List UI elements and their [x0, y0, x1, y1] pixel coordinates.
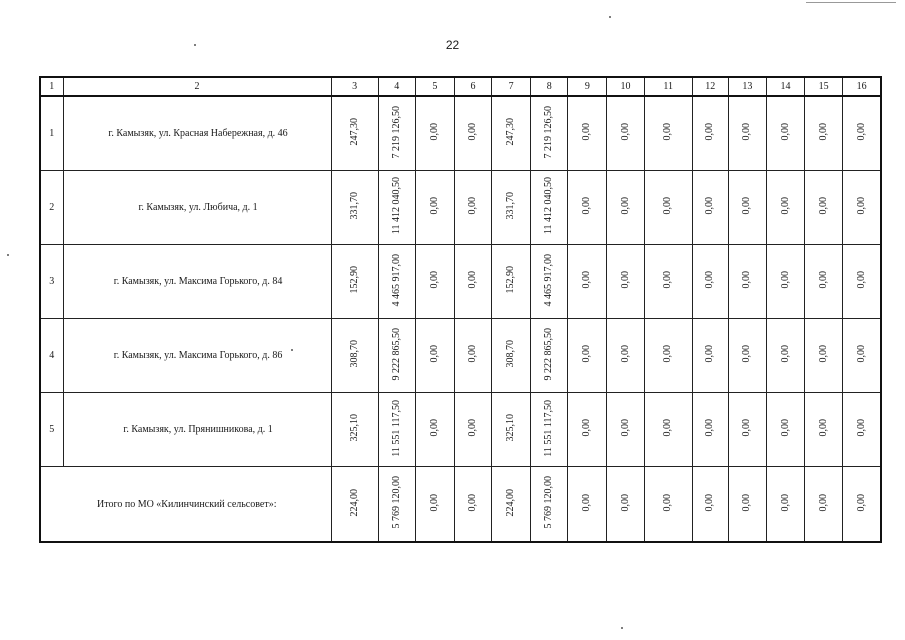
value-cell: [378, 96, 415, 171]
value-cell: [728, 245, 766, 319]
value-cell: [644, 171, 692, 245]
value-cell: [531, 245, 568, 319]
value-text: 0,00: [467, 197, 478, 215]
value-cell: [531, 393, 568, 467]
value-text: 0,00: [855, 419, 867, 437]
table-row: [40, 171, 881, 245]
value-text: 0,00: [619, 345, 631, 363]
value-text: 11 412 040,50: [543, 177, 555, 235]
value-cell: [805, 319, 843, 393]
value-cell: [415, 467, 454, 543]
value-text: 0,00: [817, 123, 829, 141]
value-text: 7 219 126,50: [543, 105, 555, 159]
row-index: 4: [40, 319, 63, 393]
value-cell: [728, 171, 766, 245]
value-cell: [454, 393, 491, 467]
value-text: 0,00: [581, 197, 593, 215]
value-text: 9 222 865,50: [390, 327, 402, 381]
value-text: 0,00: [779, 493, 791, 512]
value-cell: [331, 393, 378, 467]
value-text: 247,30: [348, 118, 360, 146]
value-text: 0,00: [581, 493, 593, 512]
value-cell: [454, 171, 491, 245]
value-text: 0,00: [619, 493, 631, 512]
header-cell: 13: [728, 77, 766, 96]
value-text: 4 465 917,00: [390, 253, 402, 307]
header-cell: 3: [331, 77, 378, 96]
value-cell: [492, 393, 531, 467]
value-cell: [492, 319, 531, 393]
value-text: 0,00: [855, 123, 867, 141]
value-text: 0,00: [741, 493, 753, 512]
value-cell: [805, 467, 843, 543]
row-index: 1: [40, 96, 63, 171]
value-text: 0,00: [704, 493, 716, 512]
value-cell: [492, 96, 531, 171]
value-cell: [531, 319, 568, 393]
value-cell: [568, 96, 607, 171]
value-cell: [805, 96, 843, 171]
value-cell: [378, 393, 415, 467]
value-cell: [492, 171, 531, 245]
value-cell: [607, 171, 644, 245]
value-cell: [728, 319, 766, 393]
value-text: 5 769 120,00: [390, 476, 402, 529]
value-text: 0,00: [817, 493, 829, 512]
value-cell: [492, 245, 531, 319]
value-cell: [568, 393, 607, 467]
value-cell: [531, 171, 568, 245]
row-address: г. Камызяк, ул. Любича, д. 1: [63, 171, 331, 245]
value-text: 0,00: [467, 271, 478, 289]
value-text: 0,00: [704, 123, 716, 141]
header-row: [40, 77, 881, 96]
value-cell: [766, 319, 804, 393]
value-text: 0,00: [662, 419, 674, 437]
value-cell: [843, 171, 881, 245]
value-cell: [766, 171, 804, 245]
data-table: [39, 76, 882, 543]
value-cell: [454, 467, 491, 543]
value-text: 0,00: [619, 123, 631, 141]
value-cell: [568, 467, 607, 543]
row-address: г. Камызяк, ул. Красная Набережная, д. 46: [63, 96, 331, 171]
scan-speck: [621, 627, 623, 629]
value-cell: [766, 96, 804, 171]
value-cell: [331, 96, 378, 171]
value-text: 0,00: [855, 197, 867, 215]
value-text: 247,30: [505, 118, 517, 146]
value-cell: [644, 96, 692, 171]
value-text: 0,00: [704, 197, 716, 215]
value-text: 0,00: [741, 345, 753, 363]
value-text: 325,10: [505, 414, 517, 442]
value-cell: [331, 467, 378, 543]
value-text: 0,00: [467, 493, 478, 512]
header-cell: 7: [492, 77, 531, 96]
table-row: [40, 96, 881, 171]
scan-speck: [609, 16, 611, 18]
value-cell: [728, 393, 766, 467]
value-text: 0,00: [779, 197, 791, 215]
value-cell: [843, 467, 881, 543]
value-text: 224,00: [505, 488, 517, 517]
value-cell: [644, 245, 692, 319]
value-text: 0,00: [704, 271, 716, 289]
value-cell: [331, 171, 378, 245]
table-row: [40, 245, 881, 319]
value-cell: [331, 245, 378, 319]
value-text: 0,00: [855, 493, 867, 512]
value-text: 0,00: [428, 345, 440, 363]
header-cell: 4: [378, 77, 415, 96]
value-text: 0,00: [428, 419, 440, 437]
row-index: 3: [40, 245, 63, 319]
value-cell: [415, 393, 454, 467]
value-text: 308,70: [348, 340, 360, 368]
value-text: 331,70: [348, 192, 360, 220]
value-text: 0,00: [581, 123, 593, 141]
header-cell: 1: [40, 77, 63, 96]
value-cell: [531, 96, 568, 171]
value-cell: [692, 171, 728, 245]
value-text: 0,00: [741, 123, 753, 141]
scan-edge-line: [806, 2, 896, 3]
value-cell: [415, 319, 454, 393]
value-cell: [607, 245, 644, 319]
row-index: 2: [40, 171, 63, 245]
header-cell: 8: [531, 77, 568, 96]
header-cell: 9: [568, 77, 607, 96]
value-text: 0,00: [855, 345, 867, 363]
value-text: 0,00: [581, 271, 593, 289]
value-cell: [378, 245, 415, 319]
total-row: [40, 467, 881, 543]
value-cell: [644, 393, 692, 467]
value-cell: [415, 96, 454, 171]
value-text: 0,00: [619, 271, 631, 289]
value-cell: [454, 319, 491, 393]
value-cell: [805, 171, 843, 245]
value-text: 0,00: [428, 493, 440, 512]
value-cell: [728, 467, 766, 543]
value-text: 325,10: [348, 414, 360, 442]
value-text: 11 551 117,50: [390, 399, 402, 457]
value-text: 0,00: [741, 197, 753, 215]
value-text: 11 412 040,50: [390, 177, 402, 235]
value-text: 0,00: [817, 419, 829, 437]
value-text: 0,00: [779, 419, 791, 437]
value-text: 0,00: [817, 345, 829, 363]
value-cell: [843, 393, 881, 467]
value-text: 0,00: [779, 123, 791, 141]
value-cell: [692, 319, 728, 393]
value-text: 0,00: [855, 271, 867, 289]
value-cell: [692, 96, 728, 171]
value-cell: [728, 96, 766, 171]
total-label: Итого по МО «Килинчинский сельсовет»:: [40, 467, 331, 543]
value-cell: [766, 245, 804, 319]
value-cell: [331, 319, 378, 393]
value-cell: [454, 96, 491, 171]
header-cell: 11: [644, 77, 692, 96]
value-text: 0,00: [704, 345, 716, 363]
row-address: г. Камызяк, ул. Максима Горького, д. 86: [63, 319, 331, 393]
value-cell: [415, 171, 454, 245]
header-cell: 15: [805, 77, 843, 96]
value-cell: [644, 467, 692, 543]
value-text: 0,00: [467, 419, 478, 437]
row-address: г. Камызяк, ул. Максима Горького, д. 84: [63, 245, 331, 319]
value-text: 4 465 917,00: [543, 253, 555, 307]
value-cell: [454, 245, 491, 319]
value-cell: [692, 393, 728, 467]
value-text: 0,00: [581, 345, 593, 363]
header-cell: 14: [766, 77, 804, 96]
value-cell: [415, 245, 454, 319]
value-cell: [607, 393, 644, 467]
value-cell: [766, 467, 804, 543]
value-cell: [692, 467, 728, 543]
value-text: 0,00: [741, 419, 753, 437]
table-row: [40, 319, 881, 393]
value-text: 0,00: [662, 493, 674, 512]
value-text: 7 219 126,50: [390, 105, 402, 159]
header-cell: 6: [454, 77, 491, 96]
scan-speck: [7, 254, 9, 256]
value-cell: [568, 319, 607, 393]
value-cell: [568, 245, 607, 319]
value-text: 0,00: [619, 419, 631, 437]
value-cell: [607, 96, 644, 171]
header-cell: 16: [843, 77, 881, 96]
value-cell: [378, 171, 415, 245]
value-text: 5 769 120,00: [543, 476, 555, 529]
value-text: 0,00: [662, 197, 674, 215]
value-text: 0,00: [467, 345, 478, 363]
value-cell: [607, 467, 644, 543]
value-cell: [692, 245, 728, 319]
value-text: 224,00: [348, 488, 360, 517]
value-text: 0,00: [662, 271, 674, 289]
value-text: 0,00: [817, 197, 829, 215]
header-cell: 12: [692, 77, 728, 96]
value-text: 9 222 865,50: [543, 327, 555, 381]
value-cell: [378, 467, 415, 543]
scan-speck: [194, 44, 196, 46]
value-text: 0,00: [779, 345, 791, 363]
value-text: 0,00: [467, 123, 478, 141]
value-text: 0,00: [662, 123, 674, 141]
value-text: 0,00: [581, 419, 593, 437]
value-text: 152,90: [505, 266, 517, 294]
value-cell: [805, 393, 843, 467]
value-text: 0,00: [428, 197, 440, 215]
value-text: 0,00: [428, 123, 440, 141]
value-text: 0,00: [704, 419, 716, 437]
row-index: 5: [40, 393, 63, 467]
value-cell: [843, 245, 881, 319]
value-text: 308,70: [505, 340, 517, 368]
value-text: 331,70: [505, 192, 517, 220]
value-text: 0,00: [662, 345, 674, 363]
value-cell: [531, 467, 568, 543]
value-text: 0,00: [779, 271, 791, 289]
value-text: 0,00: [817, 271, 829, 289]
header-cell: 10: [607, 77, 644, 96]
value-text: 152,90: [348, 266, 360, 294]
scan-speck: [291, 349, 293, 351]
value-cell: [378, 319, 415, 393]
value-cell: [843, 319, 881, 393]
value-text: 0,00: [428, 271, 440, 289]
value-cell: [805, 245, 843, 319]
header-cell: 2: [63, 77, 331, 96]
value-text: 11 551 117,50: [543, 399, 555, 457]
value-cell: [843, 96, 881, 171]
value-cell: [766, 393, 804, 467]
row-address: г. Камызяк, ул. Прянишникова, д. 1: [63, 393, 331, 467]
value-cell: [492, 467, 531, 543]
value-cell: [644, 319, 692, 393]
header-cell: 5: [415, 77, 454, 96]
value-cell: [607, 319, 644, 393]
value-cell: [568, 171, 607, 245]
page-number: 22: [445, 38, 460, 52]
value-text: 0,00: [619, 197, 631, 215]
value-text: 0,00: [741, 271, 753, 289]
table-row: [40, 393, 881, 467]
